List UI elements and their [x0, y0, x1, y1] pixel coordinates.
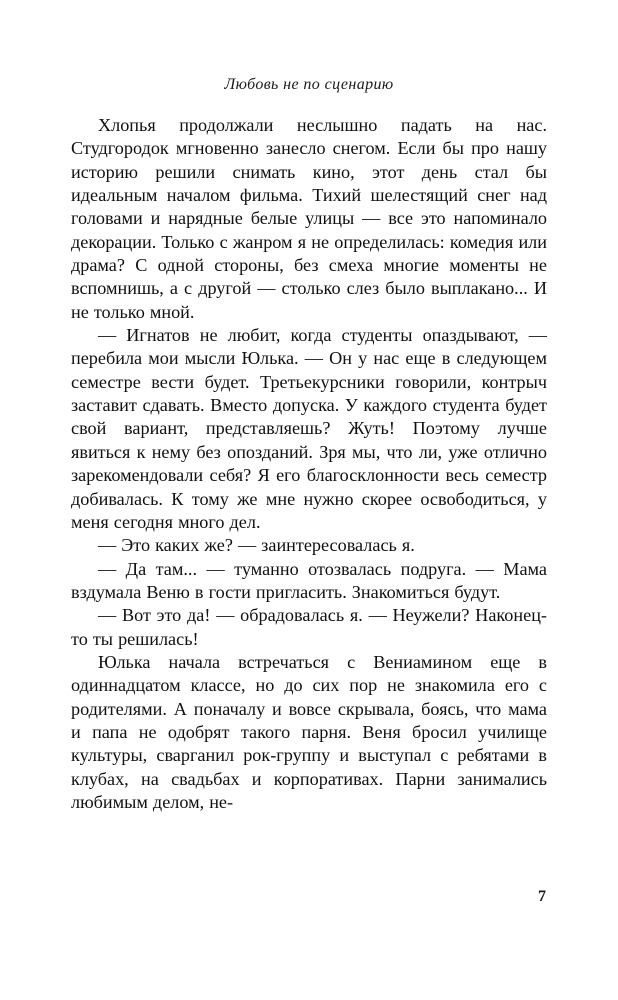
paragraph: Хлопья продолжали неслышно падать на нас. Студгородок мгновенно занесло снегом. Если бы про нашу историю решили снимать кино, этот день стал бы идеальным началом фильма. Тихий шелестящий снег над головами и нарядные белые улицы — все это напоминало декорации. Только с жанром я не определилась: комедия или драма? С одной стороны, без смеха многие моменты не вспомнишь, а с другой — столько слез было выплакано... И не только мной.	[71, 115, 547, 322]
running-header: Любовь не по сценарию	[224, 76, 394, 93]
page-number: 7	[538, 888, 546, 905]
paragraph-dialogue: — Да там... — туманно отозвалась подруга. — Мама вздумала Веню в гости пригласить. Знакомиться будут.	[71, 558, 547, 602]
paragraph: — Игнатов не любит, когда студенты опаздывают, — перебила мои мысли Юлька. — Он у нас еще в следующем семестре вести будет. Третьекурсники говорили, контрыч заставит сдавать. Вместо допуска. У каждого студента будет свой вариант, представляешь? Жуть! Поэтому лучше явиться к нему без опозданий. Зря мы, что ли, уже отлично зарекомендовали себя? Я его благосклонности весь семестр добивалась. К тому же мне нужно скорее освободиться, у меня сегодня много дел.	[71, 325, 547, 532]
paragraph: Юлька начала встречаться с Вениамином еще в одиннадцатом классе, но до сих пор не знакомила его с родителями. А поначалу и вовсе скрывала, боясь, что мама и папа не одобрят такого парня. Веня бросил училище культуры, сварганил рок-группу и выступал с ребятами в клубах, на свадьбах и корпоративах. Парни занимались любимым делом, не-	[71, 651, 547, 812]
paragraph-dialogue: — Вот это да! — обрадовалась я. — Неужели? Наконец-то ты решилась!	[71, 605, 547, 649]
body-text	[71, 114, 547, 814]
paragraph-dialogue: — Это каких же? — заинтересовалась я.	[98, 535, 415, 556]
